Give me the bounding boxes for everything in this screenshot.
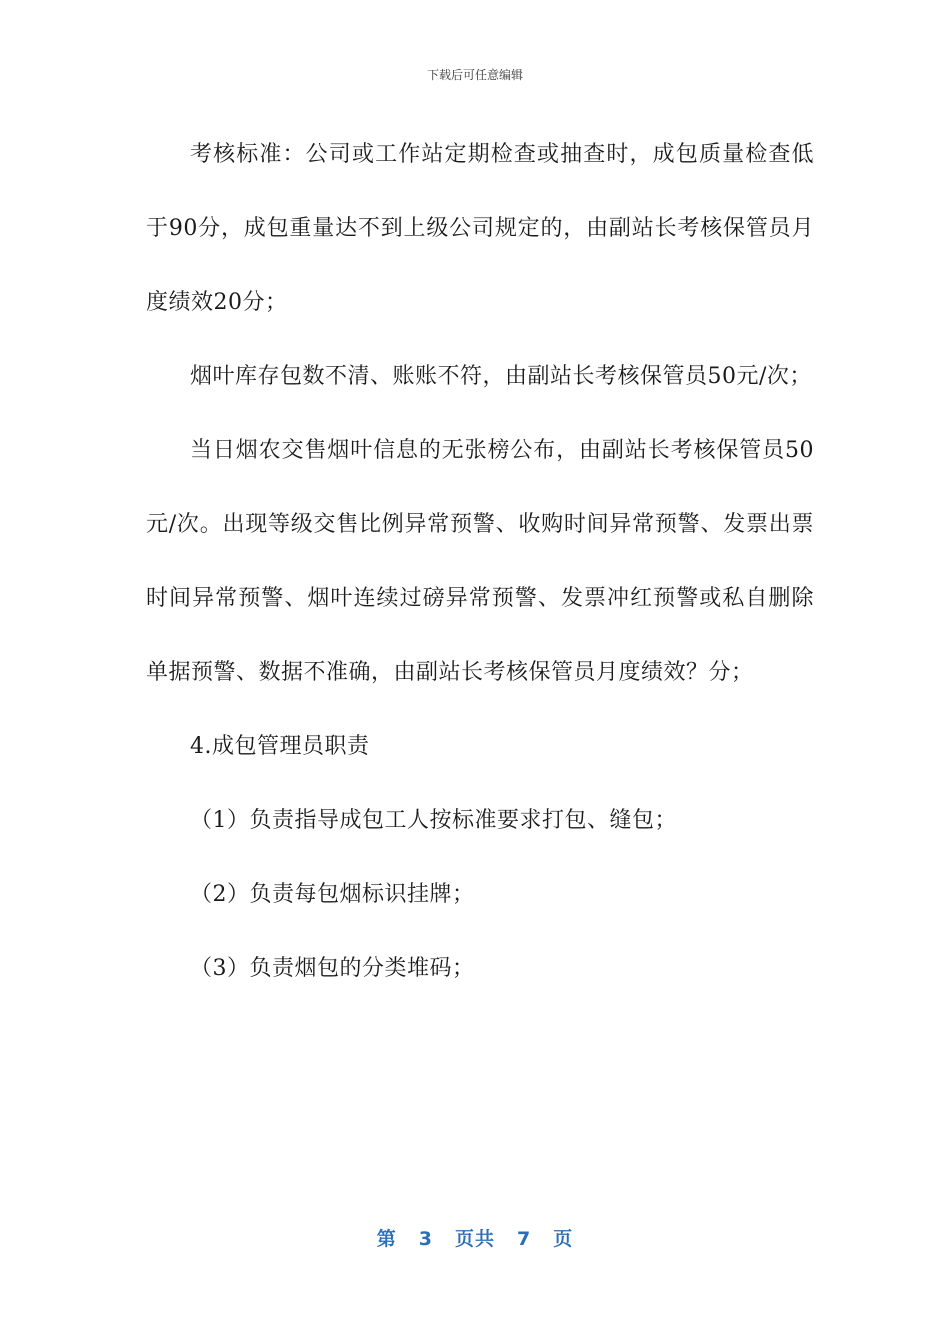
footer-middle: 页共: [454, 1228, 495, 1250]
page-header: 下载后可任意编辑: [426, 68, 523, 82]
list-item: （1）负责指导成包工人按标准要求打包、缝包；: [190, 808, 677, 833]
list-item: （3）负责烟包的分类堆码；: [190, 956, 475, 981]
paragraph-assessment-standard: 考核标准：公司或工作站定期检查或抽查时，成包质量检查低于90分，成包重量达不到上级公司规定的，由副站长考核保管员月度绩效20分；: [146, 142, 814, 315]
paragraph-daily-info: 当日烟农交售烟叶信息的无张榜公布，由副站长考核保管员50元/次。出现等级交售比例异常预警、收购时间异常预警、发票出票时间异常预警、烟叶连续过磅异常预警、发票冲红预警或私自删除单据预警、数据不准确，由副站长考核保管员月度绩效？分；: [146, 438, 814, 685]
document-body: [146, 118, 814, 1006]
footer-prefix: 第: [376, 1228, 397, 1250]
footer-suffix: 页: [553, 1228, 574, 1250]
paragraph-inventory: 烟叶库存包数不清、账账不符，由副站长考核保管员50元/次；: [190, 364, 812, 389]
page-total: 7: [517, 1228, 532, 1250]
list-item: （2）负责每包烟标识挂牌；: [190, 882, 475, 907]
page-number: 3: [418, 1228, 433, 1250]
section-heading: 4.成包管理员职责: [190, 734, 370, 759]
page-footer: [0, 1224, 950, 1251]
